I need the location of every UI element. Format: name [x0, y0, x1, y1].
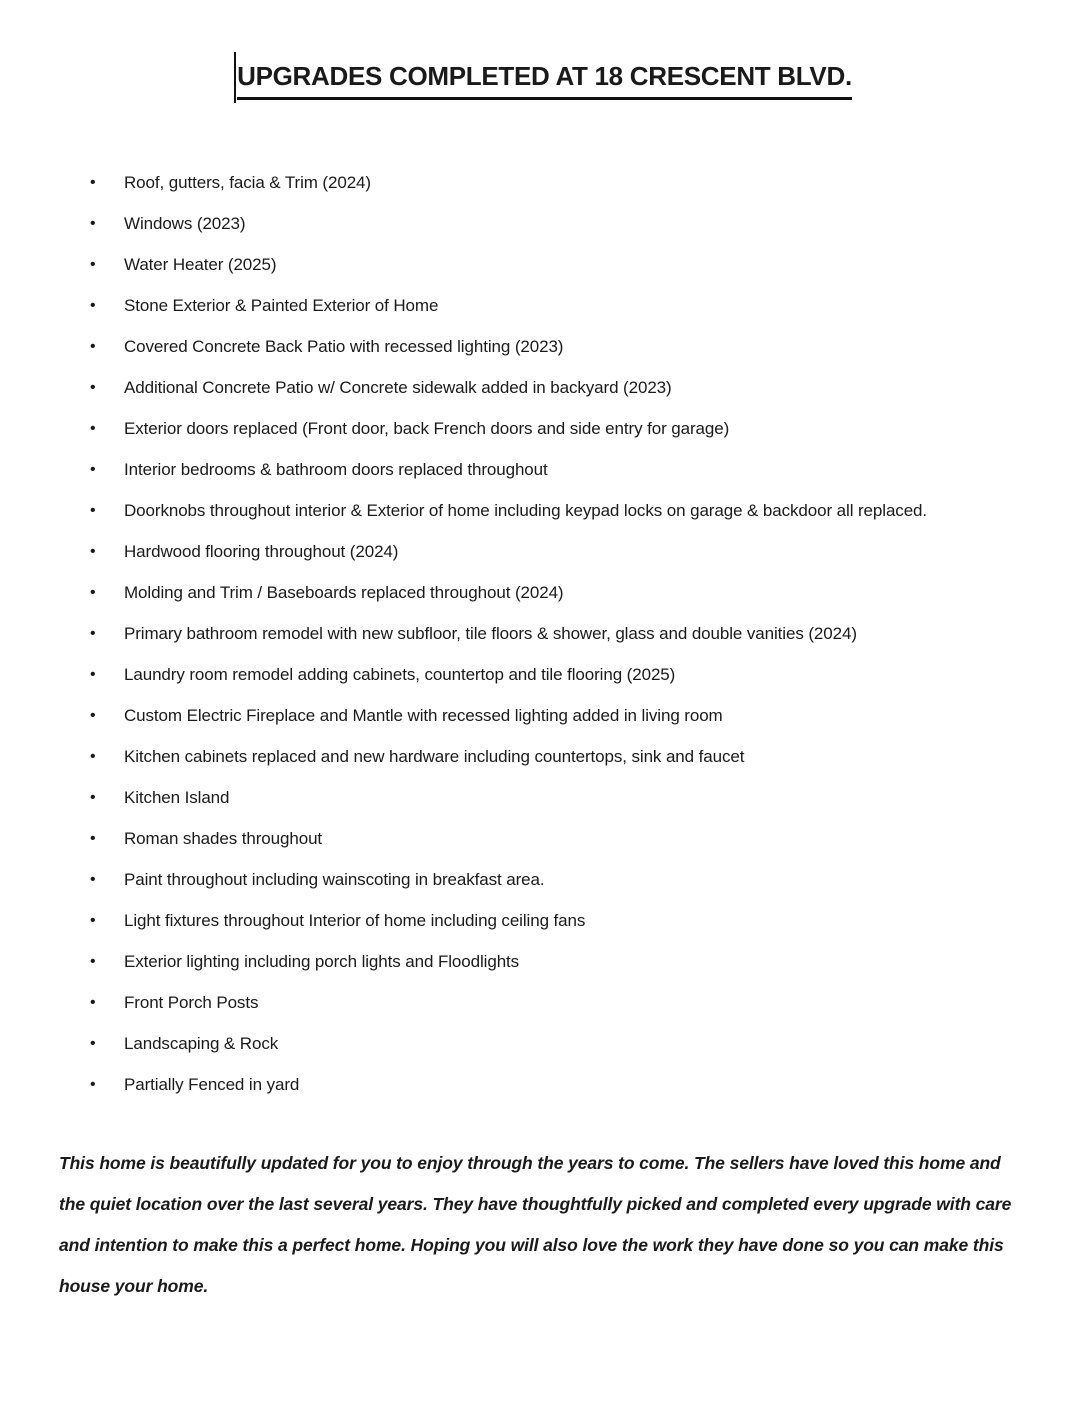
list-item-text: Additional Concrete Patio w/ Concrete sidewalk added in backyard (2023) — [124, 378, 672, 397]
list-item — [90, 203, 1030, 244]
bullet-icon: • — [90, 584, 96, 601]
bullet-icon: • — [90, 215, 96, 232]
list-item-text: Front Porch Posts — [124, 993, 259, 1012]
list-item — [90, 367, 1030, 408]
list-item — [90, 162, 1030, 203]
list-item — [90, 654, 1030, 695]
bullet-icon: • — [90, 994, 96, 1011]
bullet-icon: • — [90, 502, 96, 519]
bullet-icon: • — [90, 379, 96, 396]
list-item-text: Water Heater (2025) — [124, 255, 277, 274]
list-item — [90, 285, 1030, 326]
bullet-icon: • — [90, 953, 96, 970]
list-item — [90, 900, 1030, 941]
bullet-icon: • — [90, 174, 96, 191]
list-item-text: Kitchen Island — [124, 788, 230, 807]
list-item — [90, 613, 1030, 654]
list-item — [90, 326, 1030, 367]
list-item-text: Custom Electric Fireplace and Mantle with recessed lighting added in living room — [124, 706, 723, 725]
list-item — [90, 1064, 1030, 1105]
list-item-text: Interior bedrooms & bathroom doors replaced throughout — [124, 460, 548, 479]
list-item — [90, 941, 1030, 982]
closing-paragraph: This home is beautifully updated for you to enjoy through the years to come. The sellers have loved this home and the quiet location over the last several years. They have thoughtfully picked and completed every upgrade with care and intention to make this a perfect home. Hoping you will also love the work they have done so you can make this house your home. — [59, 1153, 1012, 1296]
page-title-text: UPGRADES COMPLETED AT 18 CRESCENT BLVD. — [237, 61, 852, 91]
bullet-icon: • — [90, 297, 96, 314]
list-item-text: Doorknobs throughout interior & Exterior of home including keypad locks on garage & backdoor all replaced. — [124, 501, 928, 520]
list-item-text: Partially Fenced in yard — [124, 1075, 300, 1094]
page-title — [59, 58, 1030, 100]
bullet-icon: • — [90, 707, 96, 724]
list-item — [90, 859, 1030, 900]
list-item-text: Landscaping & Rock — [124, 1034, 279, 1053]
list-item-text: Hardwood flooring throughout (2024) — [124, 542, 399, 561]
bullet-icon: • — [90, 871, 96, 888]
bullet-icon: • — [90, 748, 96, 765]
list-item-text: Paint throughout including wainscoting in breakfast area. — [124, 870, 545, 889]
bullet-icon: • — [90, 666, 96, 683]
bullet-icon: • — [90, 1035, 96, 1052]
bullet-icon: • — [90, 338, 96, 355]
list-item-text: Covered Concrete Back Patio with recessed lighting (2023) — [124, 337, 564, 356]
list-item — [90, 408, 1030, 449]
bullet-icon: • — [90, 830, 96, 847]
list-item — [90, 777, 1030, 818]
list-item-text: Exterior doors replaced (Front door, back French doors and side entry for garage) — [124, 419, 730, 438]
list-item — [90, 1023, 1030, 1064]
page-title-underline — [237, 58, 852, 100]
list-item — [90, 695, 1030, 736]
list-item — [90, 490, 1030, 531]
list-item-text: Molding and Trim / Baseboards replaced throughout (2024) — [124, 583, 564, 602]
list-item-text: Kitchen cabinets replaced and new hardware including countertops, sink and faucet — [124, 747, 745, 766]
list-item-text: Exterior lighting including porch lights and Floodlights — [124, 952, 520, 971]
bullet-icon: • — [90, 912, 96, 929]
list-item-text: Roman shades throughout — [124, 829, 323, 848]
list-item — [90, 572, 1030, 613]
bullet-icon: • — [90, 543, 96, 560]
list-item-text: Windows (2023) — [124, 214, 246, 233]
list-item-text: Light fixtures throughout Interior of home including ceiling fans — [124, 911, 586, 930]
bullet-icon: • — [90, 625, 96, 642]
list-item — [90, 244, 1030, 285]
text-cursor-bar — [234, 52, 236, 103]
list-item-text: Roof, gutters, facia & Trim (2024) — [124, 173, 371, 192]
list-item-text: Primary bathroom remodel with new subfloor, tile floors & shower, glass and double vanities (2024) — [124, 624, 857, 643]
upgrade-list — [59, 162, 1030, 1105]
list-item — [90, 531, 1030, 572]
bullet-icon: • — [90, 420, 96, 437]
list-item-text: Laundry room remodel adding cabinets, countertop and tile flooring (2025) — [124, 665, 676, 684]
list-item — [90, 449, 1030, 490]
bullet-icon: • — [90, 256, 96, 273]
bullet-icon: • — [90, 1076, 96, 1093]
list-item-text: Stone Exterior & Painted Exterior of Home — [124, 296, 439, 315]
bullet-icon: • — [90, 789, 96, 806]
list-item — [90, 736, 1030, 777]
bullet-icon: • — [90, 461, 96, 478]
list-item — [90, 982, 1030, 1023]
list-item — [90, 818, 1030, 859]
